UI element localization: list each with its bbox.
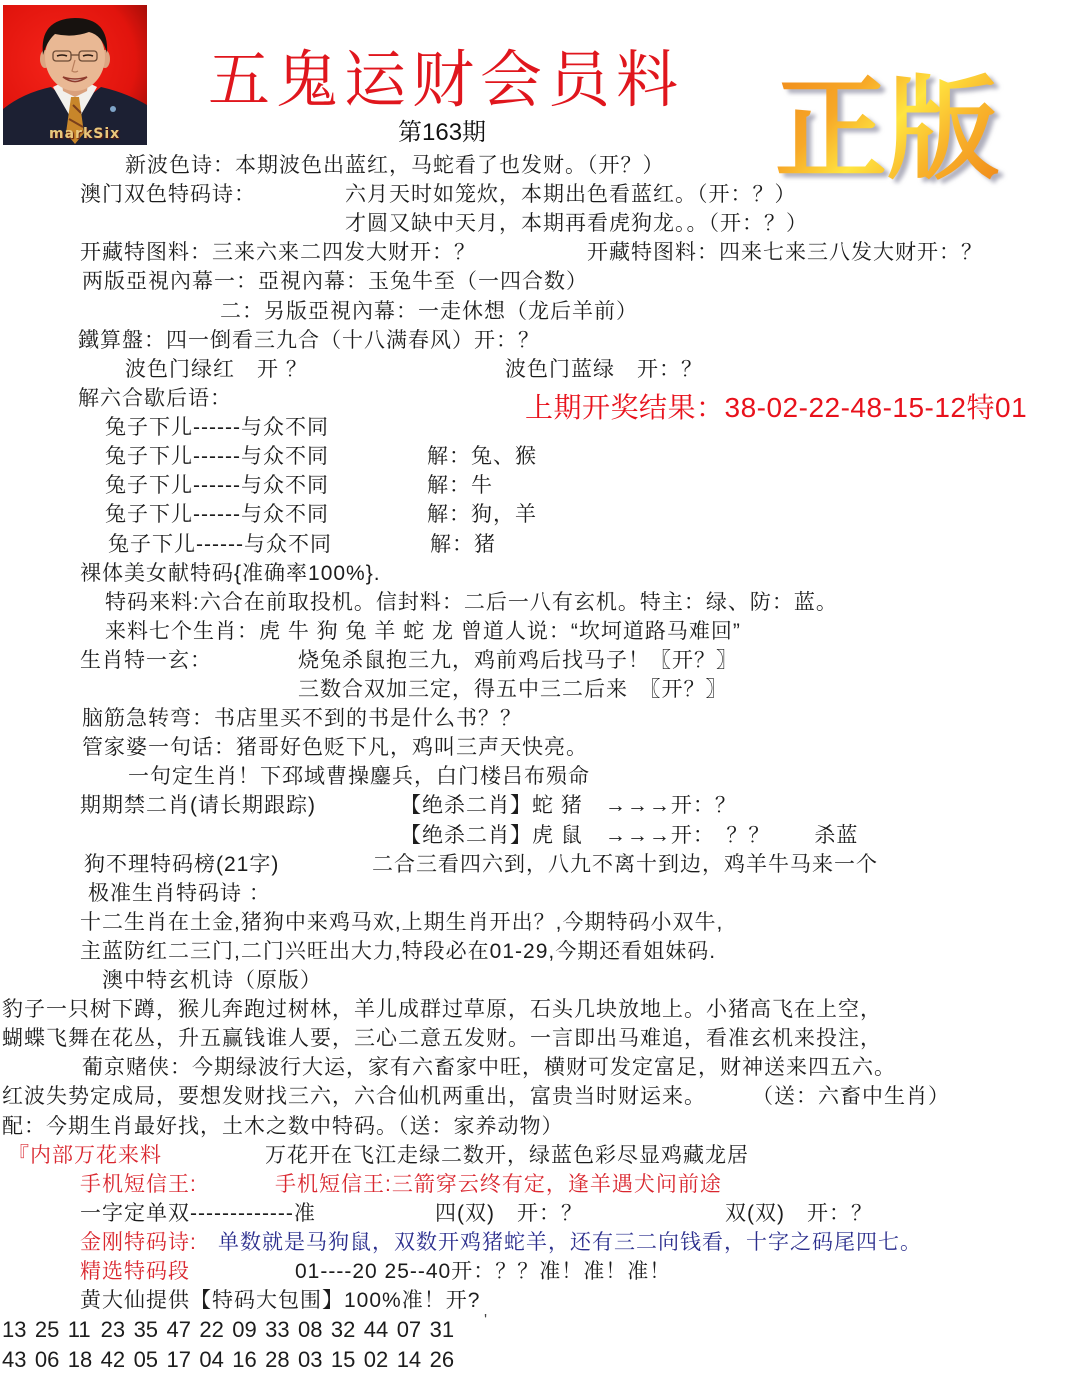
housekeeper-line: 管家婆一句话：猪哥好色贬下凡，鸡叫三声天快亮。 [82,736,588,759]
wave-color-poem: 新波色诗：本期波色出蓝红，马蛇看了也发财。（开？） [125,154,665,177]
number-cell: 44 [363,1317,389,1342]
goubuli-label: 狗不理特码榜(21字) [84,853,280,876]
last-draw-value: 38-02-22-48-15-12特01 [724,392,1028,423]
page-title: 五鬼运财会员料 [208,43,685,116]
banned-two-line: 【绝杀二肖】虎 鼠 →→→开： ？？ 杀蓝 [400,824,859,847]
portrait-photo [3,5,147,145]
number-cell: 47 [166,1317,191,1342]
number-cell: 18 [67,1347,93,1372]
lisboa-line: 葡京赌侠：今期绿波行大运，家有六畜家中旺，横财可发定富足，财神送来四五六。 [82,1056,896,1079]
number-cell: 31 [429,1317,455,1342]
riddle-row: 兔子下儿------与众不同 [105,503,329,526]
riddle-answer: 解：猪 [430,533,496,556]
riddle-row: 兔子下儿------与众不同 [105,445,329,468]
macau-poem-line: 六月天时如笼炊，本期出色看蓝红。（开：？） [345,183,797,206]
jingang-label: 金刚特码诗: [80,1231,197,1254]
portrait-illustration [3,5,147,145]
issue-number: 第163期 [398,119,487,146]
number-cell: 16 [232,1347,257,1372]
macau-mystery-line: 豹子一只树下蹲，猴儿奔跑过树林，羊儿成群过草原，石头几块放地上。小猪高飞在上空， [2,998,882,1021]
riddle-row: 兔子下儿------与众不同 [105,416,329,439]
number-cell: 25 [34,1317,60,1342]
macau-mystery-line: 蝴蝶飞舞在花丛，升五赢钱谁人要，三心二意五发财。一言即出马难追，看准玄机来投注， [2,1027,882,1050]
lisboa-line: 配：今期生肖最好找，土木之数中特码。（送：家养动物） [2,1115,564,1138]
number-cell: 14 [396,1347,422,1372]
number-cell: 13 [2,1317,27,1342]
number-cell: 04 [199,1347,224,1372]
riddle-answer: 解：兔、猴 [427,445,537,468]
wanhua-text: 万花开在飞江走绿二数开，绿蓝色彩尽显鸡藏龙居 [265,1144,749,1167]
accurate-poem-title: 极准生肖特码诗 ： [88,882,271,905]
number-cell: 42 [100,1347,126,1372]
nude-special-line: 裸体美女献特码{准确率100%}. [80,562,381,585]
number-cell: 26 [429,1347,455,1372]
riddle-answer: 解：牛 [427,474,493,497]
number-cell: 15 [330,1347,356,1372]
last-draw-label: 上期开奖结果： [525,392,725,423]
accurate-poem-line: 十二生肖在土金,猪狗中来鸡马欢,上期生肖开出？,今期特码小双牛, [80,911,724,934]
macau-poem-line: 才圆又缺中天月，本期再看虎狗龙。。（开：？） [345,212,808,235]
number-cell: 11 [67,1317,91,1342]
zodiac-mystery-line: 三数合双加三定，得五中三二后来 〖开？〗 [298,678,728,701]
zodiac-mystery-label: 生肖特一玄： [80,649,212,672]
lisboa-line: 红波失势定成局，要想发财找三六，六合仙机两重出，富贵当时财运来。 [2,1085,706,1108]
selected-range-text: 01----20 25--40开：？？准！准！准！ [295,1260,672,1283]
number-row [2,1345,462,1374]
number-cell: 08 [298,1317,323,1342]
atv-inside-line: 二：另版亞視內幕：一走休想（龙后羊前） [220,300,638,323]
macau-mystery-title: 澳中特玄机诗（原版） [102,969,322,992]
selected-range-label: 精选特码段 [80,1260,190,1283]
number-row [2,1315,462,1344]
riddle-row: 兔子下儿------与众不同 [105,474,329,497]
last-draw-result [525,391,1027,425]
macau-poem-label: 澳门双色特码诗： [80,183,256,206]
lisboa-gift: （送：六畜中生肖） [752,1085,950,1108]
number-cell: 06 [34,1347,60,1372]
number-cell: 07 [396,1317,422,1342]
wong-tai-sin-title: 黄大仙提供【特码大包围】100%准！开? [80,1289,481,1312]
riddle-answer: 解：狗，羊 [427,503,537,526]
banned-two-line: 【绝杀二肖】蛇 猪 →→→开：？ [400,794,737,817]
photo-watermark: markSix [49,126,121,142]
number-cell: 23 [100,1317,126,1342]
odd-even-pick: 双(双) 开：？ [725,1202,873,1225]
number-cell: 33 [265,1317,290,1342]
iron-abacus: 鐵算盤：四一倒看三九合（十八满春风）开：？ [78,329,540,352]
wanhua-label: 『内部万花来料 [8,1144,162,1167]
stray-mark: ' [484,1312,488,1329]
number-cell: 05 [133,1347,159,1372]
riddle-row: 兔子下儿------与众不同 [108,533,332,556]
number-cell: 32 [330,1317,356,1342]
special-source-line: 特码来料:六合在前取投机。信封料：二后一八有玄机。特主：绿、防：蓝。 [105,591,838,614]
sms-king-label: 手机短信王: [80,1173,197,1196]
number-cell: 35 [133,1317,159,1342]
goubuli-text: 二合三看四六到，八九不离十到边，鸡羊牛马来一个 [372,853,878,876]
banned-two-label: 期期禁二肖(请长期跟踪) [80,794,316,817]
number-cell: 03 [298,1347,323,1372]
seven-zodiacs-line: 来料七个生肖：虎 牛 狗 兔 羊 蛇 龙 曾道人说：“坎坷道路马难回” [105,620,741,643]
zodiac-mystery-line: 烧兔杀鼠抱三九，鸡前鸡后找马子！〖开？〗 [298,649,738,672]
number-cell: 22 [199,1317,224,1342]
xiehouyu-title: 解六合歇后语： [78,387,232,410]
odd-even-label: 一字定单双-------------准 [80,1202,316,1225]
odd-even-pick: 四(双) 开：？ [435,1202,583,1225]
number-cell: 02 [363,1347,389,1372]
jingang-poem: 单数就是马狗鼠，双数开鸡猪蛇羊，还有三二向钱看，十字之码尾四七。 [218,1231,922,1254]
number-cell: 28 [265,1347,290,1372]
wave-door-tip: 波色门蓝绿 开：？ [505,358,703,381]
kaicang-tip: 开藏特图料：三来六来二四发大财开：？ [80,241,476,264]
sms-king-text: 手机短信王:三箭穿云终有定，逢羊遇犬问前途 [275,1173,722,1196]
number-cell: 17 [166,1347,191,1372]
kaicang-tip: 开藏特图料：四来七来三八发大财开：？ [587,241,983,264]
number-cell: 43 [2,1347,27,1372]
brain-teaser: 脑筋急转弯：书店里买不到的书是什么书？？ [82,707,522,730]
number-cell: 09 [232,1317,257,1342]
accurate-poem-line: 主蓝防红二三门,二门兴旺出大力,特段必在01-29,今期还看姐妹码. [80,940,717,963]
wave-door-tip: 波色门绿红 开 ？ [125,358,308,381]
atv-inside-line: 两版亞視內幕一：亞視內幕：玉兔牛至（一四合数） [82,270,588,293]
one-sentence-zodiac: 一句定生肖！下邳域曹操鏖兵，白门楼吕布殒命 [128,765,590,788]
genuine-stamp: 正版 [775,64,999,195]
